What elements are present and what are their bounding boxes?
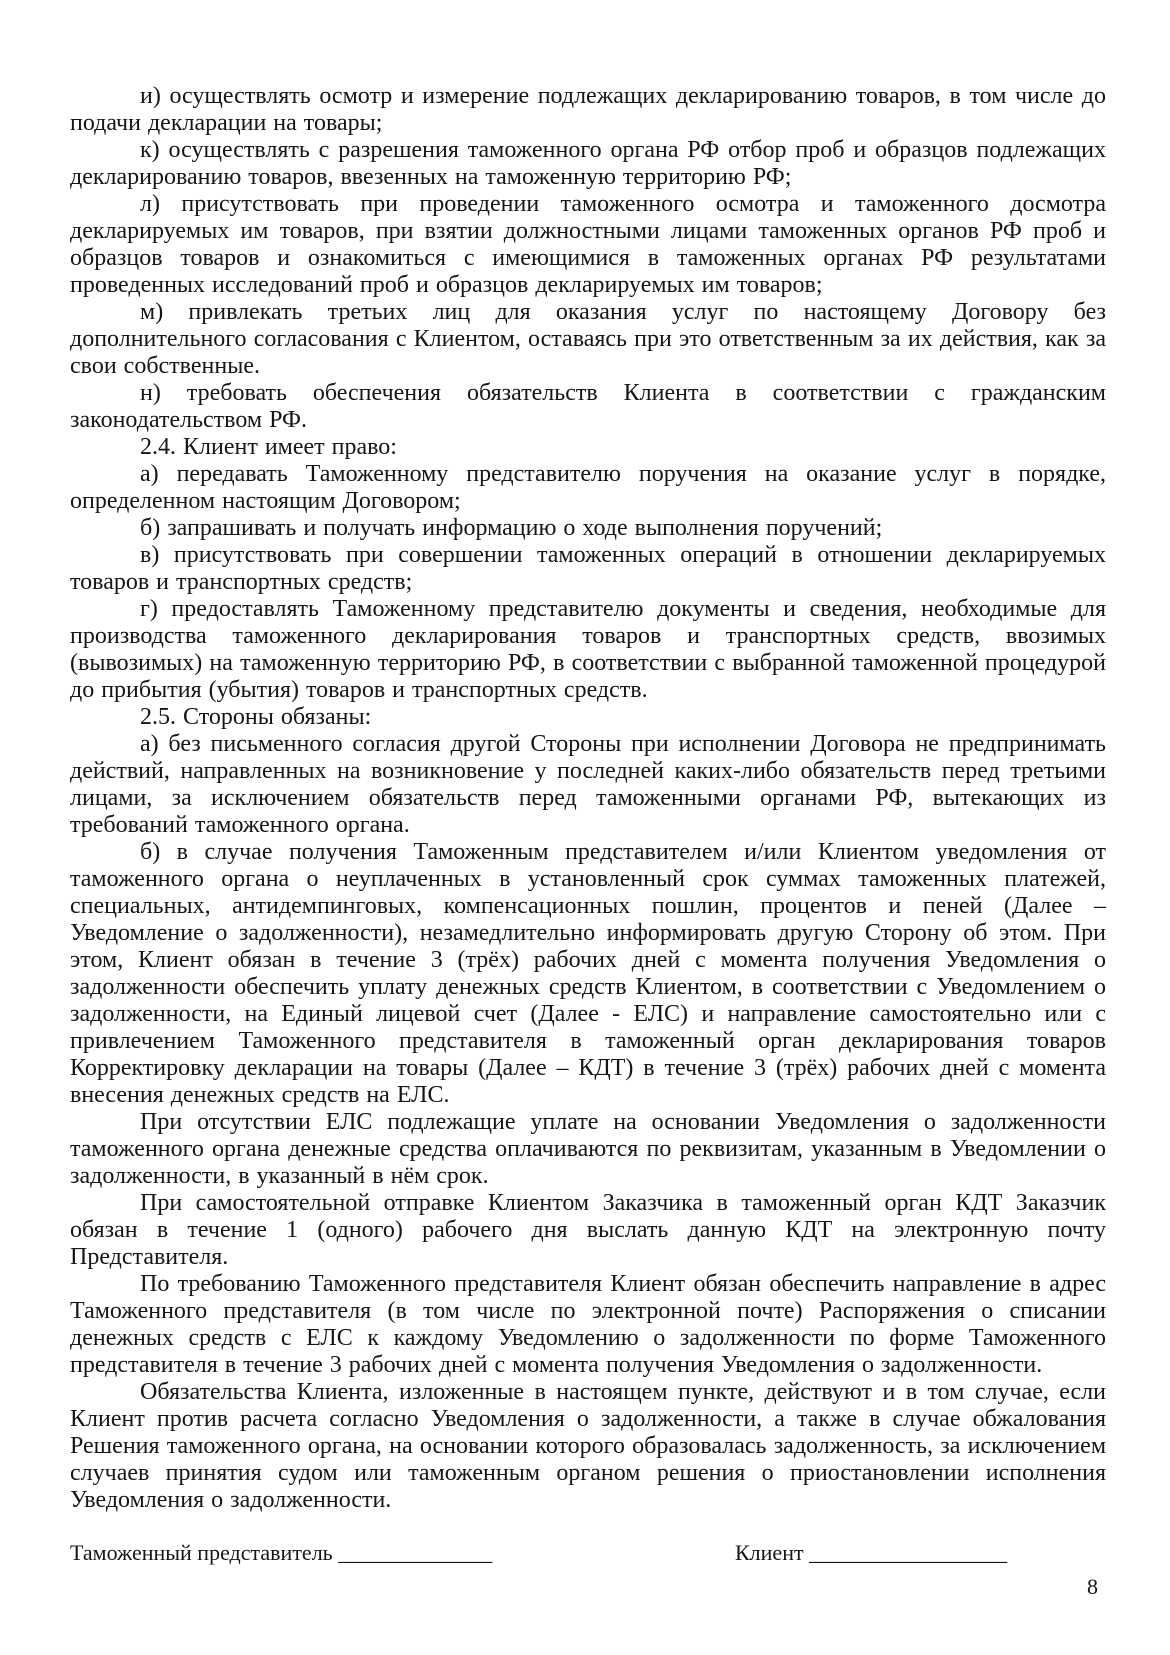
signature-right-label: Клиент	[735, 1540, 804, 1565]
paragraph: б) запрашивать и получать информацию о ходе выполнения поручений;	[140, 515, 883, 541]
paragraph: н) требовать обеспечения обязательств Клиента в соответствии с гражданским законодательством РФ.	[70, 380, 1106, 433]
paragraph: в) присутствовать при совершении таможенных операций в отношении декларируемых товаров и транспортных средств;	[70, 542, 1106, 595]
paragraph: При отсутствии ЕЛС подлежащие уплате на основании Уведомления о задолженности таможенного органа денежные средства оплачиваются по реквизитам, указанным в Уведомлении о задолженности, в указанный в нём срок.	[70, 1109, 1106, 1189]
paragraph: м) привлекать третьих лиц для оказания услуг по настоящему Договору без дополнительного согласования с Клиентом, оставаясь при это ответственным за их действия, как за свои собственные.	[70, 299, 1106, 379]
signature-right-line: __________________	[809, 1540, 1008, 1565]
signature-footer	[70, 1540, 1106, 1574]
paragraph: 2.4. Клиент имеет право:	[140, 434, 397, 460]
paragraph: л) присутствовать при проведении таможенного осмотра и таможенного досмотра декларируемых им товаров, при взятии должностными лицами таможенных органов РФ проб и образцов товаров и ознакомиться с имеющимися в таможенных органах РФ результатами проведенных исследований проб и образцов декларируемых им товаров;	[70, 191, 1106, 298]
paragraph: к) осуществлять с разрешения таможенного органа РФ отбор проб и образцов подлежащих декларированию товаров, ввезенных на таможенную территорию РФ;	[70, 137, 1106, 190]
signature-block-client	[735, 1540, 1007, 1566]
signature-left-label: Таможенный представитель	[70, 1540, 333, 1565]
signature-left-line: ______________	[338, 1540, 493, 1565]
paragraph: б) в случае получения Таможенным представителем и/или Клиентом уведомления от таможенного органа о неуплаченных в установленный срок суммах таможенных платежей, специальных, антидемпинговых, компенсационных пошлин, процентов и пеней (Далее – Уведомление о задолженности), незамедлительно информировать другую Сторону об этом. При этом, Клиент обязан в течение 3 (трёх) рабочих дней с момента получения Уведомления о задолженности обеспечить уплату денежных средств Клиентом, в соответствии с Уведомлением о задолженности, на Единый лицевой счет (Далее - ЕЛС) и направление самостоятельно или с привлечением Таможенного представителя в таможенный орган декларирования товаров Корректировку декларации на товары (Далее – КДТ) в течение 3 (трёх) рабочих дней с момента внесения денежных средств на ЕЛС.	[70, 839, 1106, 1108]
paragraph: а) передавать Таможенному представителю поручения на оказание услуг в порядке, определенном настоящим Договором;	[70, 461, 1106, 514]
paragraph: 2.5. Стороны обязаны:	[140, 704, 372, 730]
signature-block-representative	[70, 1540, 492, 1566]
paragraph: и) осуществлять осмотр и измерение подлежащих декларированию товаров, в том числе до подачи декларации на товары;	[70, 83, 1106, 136]
page-number: 8	[1087, 1574, 1098, 1599]
paragraph: а) без письменного согласия другой Стороны при исполнении Договора не предпринимать действий, направленных на возникновение у последней каких-либо обязательств перед третьими лицами, за исключением обязательств перед таможенными органами РФ, вытекающих из требований таможенного органа.	[70, 731, 1106, 838]
document-body	[70, 83, 1106, 1514]
paragraph: По требованию Таможенного представителя Клиент обязан обеспечить направление в адрес Таможенного представителя (в том числе по электронной почте) Распоряжения о списании денежных средств с ЕЛС к каждому Уведомлению о задолженности по форме Таможенного представителя в течение 3 рабочих дней с момента получения Уведомления о задолженности.	[70, 1271, 1106, 1378]
paragraph: г) предоставлять Таможенному представителю документы и сведения, необходимые для производства таможенного декларирования товаров и транспортных средств, ввозимых (вывозимых) на таможенную территорию РФ, в соответствии с выбранной таможенной процедурой до прибытия (убытия) товаров и транспортных средств.	[70, 596, 1106, 703]
paragraph: Обязательства Клиента, изложенные в настоящем пункте, действуют и в том случае, если Клиент против расчета согласно Уведомления о задолженности, а также в случае обжалования Решения таможенного органа, на основании которого образовалась задолженность, за исключением случаев принятия судом или таможенным органом решения о приостановлении исполнения Уведомления о задолженности.	[70, 1379, 1106, 1513]
paragraph: При самостоятельной отправке Клиентом Заказчика в таможенный орган КДТ Заказчик обязан в течение 1 (одного) рабочего дня выслать данную КДТ на электронную почту Представителя.	[70, 1190, 1106, 1270]
